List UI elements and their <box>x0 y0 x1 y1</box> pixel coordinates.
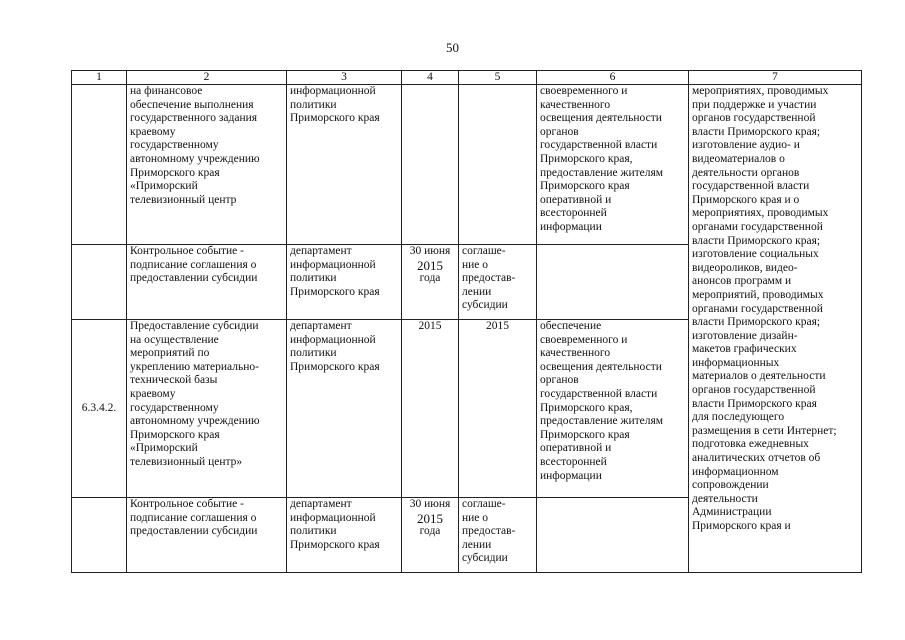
cell-responsible: департамент информационной политики Приморского края <box>287 320 402 498</box>
date-year: 2015 <box>417 257 443 273</box>
cell-activity: Контрольное событие - подписание соглашения о предоставлении субсидии <box>127 245 287 320</box>
table-row <box>72 85 862 245</box>
cell-result: обеспечение своевременного и качественного освещения деятельности органов государственной власти Приморского края, предоставление жителям Приморского края оперативной и всесторонней информации <box>537 320 689 498</box>
cell-activity: на финансовое обеспечение выполнения государственного задания краевому государственному автономному учреждению Приморского края «Приморский телевизионный центр <box>127 85 287 245</box>
header-col-1: 1 <box>72 71 127 85</box>
cell-responsible: информационной политики Приморского края <box>287 85 402 245</box>
cell-number: 6.3.4.2. <box>72 320 127 498</box>
cell-result <box>537 498 689 573</box>
cell-activity: Предоставление субсидии на осуществление мероприятий по укреплению материально- технической базы краевому государственному автономному учреждению Приморского края «Приморский телевизионный центр» <box>127 320 287 498</box>
header-col-2: 2 <box>127 71 287 85</box>
cell-number <box>72 245 127 320</box>
cell-start-date: 2015 <box>402 320 459 498</box>
cell-document: соглаше- ние о предостав- лении субсидии <box>459 498 537 573</box>
cell-description: мероприятиях, проводимых при поддержке и участии органов государственной власти Приморского края; изготовление аудио- и видеоматериалов о деятельности органов государственной власти Приморского края и о мероприятиях, проводимых органами государственной власти Приморского края; изготовление социальных видеороликов, видео- анонсов программ и мероприятий, проводимых органами государственной власти Приморского края; изготовление дизайн- макетов графических информационных материалов о деятельности органов государственной власти Приморского края для последующего размещения в сети Интернет; подготовка ежедневных аналитических отчетов об информационном сопровождении деятельности Администрации Приморского края и <box>689 85 862 573</box>
header-col-4: 4 <box>402 71 459 85</box>
date-suffix: года <box>419 525 441 538</box>
activities-table <box>71 70 862 573</box>
cell-date <box>402 245 459 320</box>
header-col-5: 5 <box>459 71 537 85</box>
header-col-6: 6 <box>537 71 689 85</box>
cell-start-date <box>402 85 459 245</box>
cell-document: соглаше- ние о предостав- лении субсидии <box>459 245 537 320</box>
date-year: 2015 <box>417 510 443 526</box>
cell-result <box>537 245 689 320</box>
header-col-7: 7 <box>689 71 862 85</box>
cell-responsible: департамент информационной политики Приморского края <box>287 498 402 573</box>
cell-date <box>402 498 459 573</box>
cell-end-date: 2015 <box>459 320 537 498</box>
cell-result: своевременного и качественного освещения деятельности органов государственной власти Приморского края, предоставление жителям Приморского края оперативной и всесторонней информации <box>537 85 689 245</box>
cell-activity: Контрольное событие - подписание соглашения о предоставлении субсидии <box>127 498 287 573</box>
header-row <box>72 71 862 85</box>
cell-number <box>72 85 127 245</box>
cell-number <box>72 498 127 573</box>
page-number: 50 <box>446 40 459 55</box>
header-col-3: 3 <box>287 71 402 85</box>
date-day: 30 июня <box>409 245 451 257</box>
date-suffix: года <box>419 272 441 285</box>
cell-responsible: департамент информационной политики Приморского края <box>287 245 402 320</box>
date-day: 30 июня <box>409 498 451 510</box>
cell-end-date <box>459 85 537 245</box>
